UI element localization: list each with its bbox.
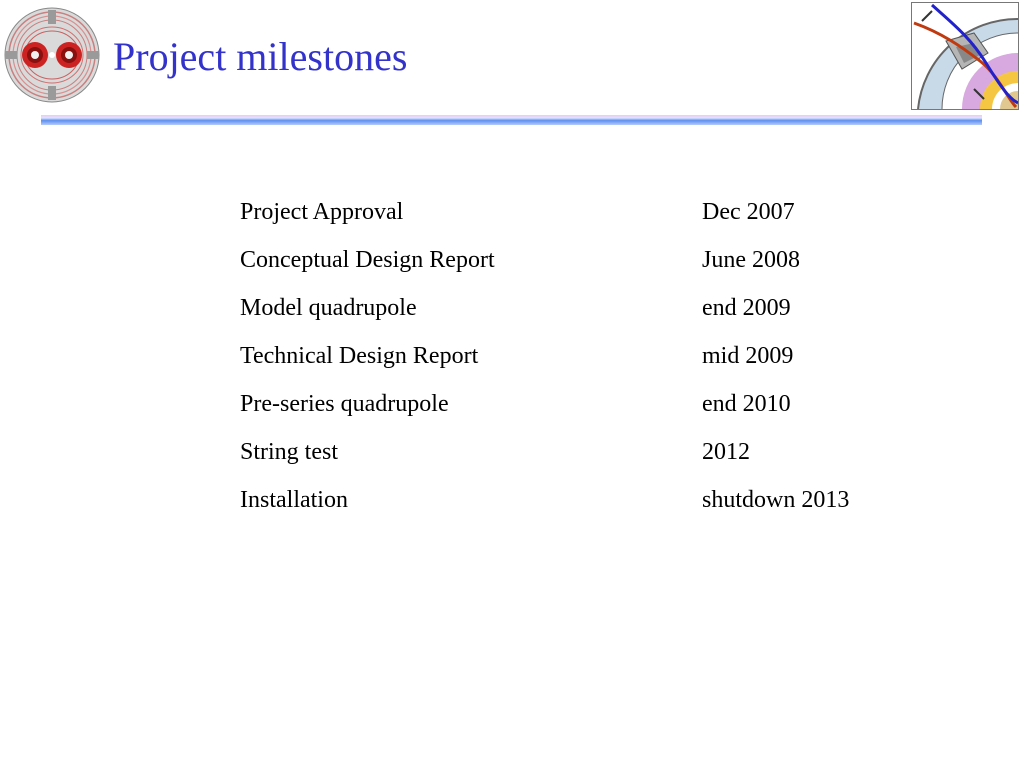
milestone-row <box>240 476 940 524</box>
milestone-name: String test <box>240 439 339 465</box>
milestone-row <box>240 236 940 284</box>
milestone-row <box>240 380 940 428</box>
milestone-name: Technical Design Report <box>240 343 479 369</box>
milestone-date: shutdown 2013 <box>702 487 850 513</box>
milestones-table <box>240 188 940 524</box>
milestone-date: June 2008 <box>702 247 800 273</box>
milestone-name: Model quadrupole <box>240 295 417 321</box>
milestone-date: 2012 <box>702 439 750 465</box>
detector-quadrant-logo-icon <box>911 2 1019 110</box>
milestone-name: Conceptual Design Report <box>240 247 495 273</box>
milestone-name: Project Approval <box>240 199 404 225</box>
milestone-name: Pre-series quadrupole <box>240 391 449 417</box>
title-divider <box>41 112 982 122</box>
milestone-date: Dec 2007 <box>702 199 795 225</box>
milestone-row <box>240 188 940 236</box>
lhc-magnet-logo-icon <box>2 6 102 104</box>
milestone-row <box>240 332 940 380</box>
milestone-row <box>240 284 940 332</box>
milestone-date: mid 2009 <box>702 343 794 369</box>
milestone-date: end 2010 <box>702 391 791 417</box>
milestone-name: Installation <box>240 487 348 513</box>
page-title: Project milestones <box>113 34 408 79</box>
milestone-date: end 2009 <box>702 295 791 321</box>
milestone-row <box>240 428 940 476</box>
